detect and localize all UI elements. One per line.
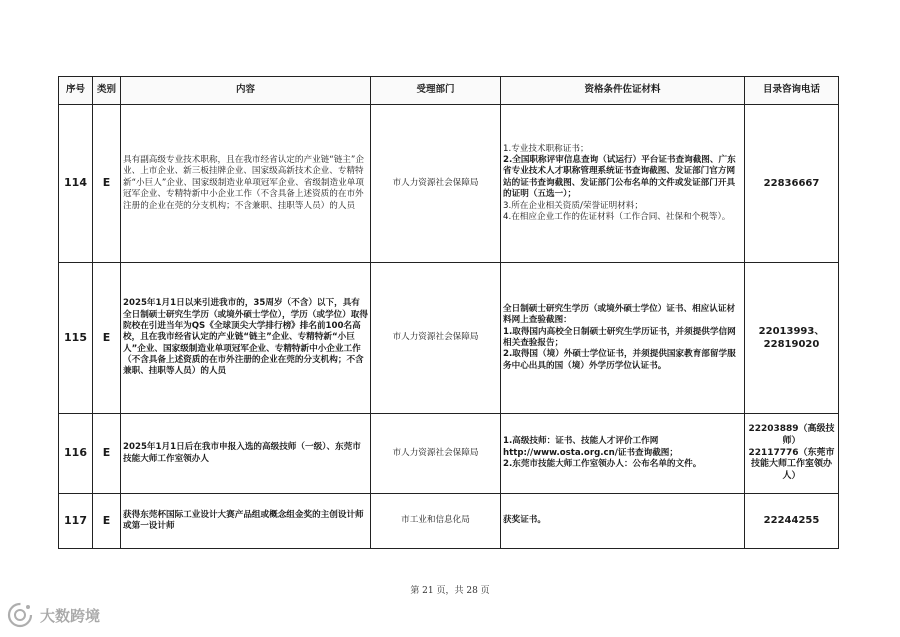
header-dept: 受理部门 bbox=[371, 77, 501, 105]
material-line: 1.高级技师：证书、技能人才评价工作网http://www.osta.org.cn/证书查询截图； bbox=[503, 436, 678, 458]
row-tel bbox=[745, 105, 839, 263]
material-line: 2.取得国（境）外硕士学位证书，并须提供国家教育部留学服务中心出具的国（境）外学历学位认证书。 bbox=[503, 349, 736, 371]
row-tel bbox=[745, 263, 839, 414]
table-row bbox=[59, 263, 839, 414]
tel-line: 22203889（高级技师） bbox=[748, 423, 835, 446]
row-num: 117 bbox=[59, 494, 93, 549]
material-line: 全日制硕士研究生学历（或境外硕士学位）证书、相应认证材料网上查验截图： bbox=[503, 303, 736, 326]
row-num: 116 bbox=[59, 414, 93, 494]
tel-line: 22244255 bbox=[763, 515, 820, 527]
row-materials bbox=[501, 414, 745, 494]
tel-line: 22117776（东莞市技能大师工作室领办人） bbox=[748, 447, 835, 482]
table-row bbox=[59, 494, 839, 549]
watermark-text: 大数跨境 bbox=[40, 606, 101, 625]
row-content bbox=[121, 105, 371, 263]
material-line: 获奖证书。 bbox=[503, 515, 546, 526]
row-content bbox=[121, 263, 371, 414]
row-content bbox=[121, 494, 371, 549]
row-content bbox=[121, 414, 371, 494]
row-category: E bbox=[93, 263, 121, 414]
row-category: E bbox=[93, 105, 121, 263]
material-line: 2.东莞市技能大师工作室领办人：公布名单的文件。 bbox=[503, 459, 702, 470]
row-dept: 市人力资源社会保障局 bbox=[371, 414, 501, 494]
page-footer: 第 21 页，共 28 页 bbox=[410, 586, 490, 596]
row-materials bbox=[501, 263, 745, 414]
row-materials bbox=[501, 494, 745, 549]
tel-line: 22836667 bbox=[763, 177, 820, 189]
row-dept: 市人力资源社会保障局 bbox=[371, 263, 501, 414]
header-tel: 目录咨询电话 bbox=[745, 77, 839, 105]
header-materials: 资格条件佐证材料 bbox=[501, 77, 745, 105]
row-materials bbox=[501, 105, 745, 263]
header-content: 内容 bbox=[121, 77, 371, 105]
row-dept: 市工业和信息化局 bbox=[371, 494, 501, 549]
row-content-text: 2025年1月1日后在我市申报入选的高级技师（一级）、东莞市技能大师工作室领办人 bbox=[123, 442, 361, 464]
tel-line: 22013993、 bbox=[758, 325, 825, 337]
row-content-text: 2025年1月1日以来引进我市的，35周岁（不含）以下，具有全日制硕士研究生学历（或境外硕士学位），学历（或学位）取得院校在引进当年为QS《全球顶尖大学排行榜》排名前100名高校，且在我市经省认定的产业链“链主”企业、专精特新“小巨人”企业、国家级制造业单项冠军企业、专精特新中小企业工作（不含具备上述资质的在市外注册的企业在莞的分支机构；不含兼职、挂职等人员）的人员 bbox=[123, 298, 368, 377]
table-header-row bbox=[59, 77, 839, 105]
material-line: 3.所在企业相关资质/荣誉证明材料； bbox=[503, 200, 644, 211]
watermark bbox=[6, 601, 100, 629]
qualification-table bbox=[58, 76, 839, 549]
row-tel bbox=[745, 414, 839, 494]
row-content-text: 具有副高级专业技术职称，且在我市经省认定的产业链“链主”企业、上市企业、新三板挂牌企业、国家级高新技术企业、专精特新“小巨人”企业、国家级制造业单项冠军企业、省级制造业单项冠军企业、专精特新中小企业工作（不含具备上述资质的在市外注册的企业在莞的分支机构；不含兼职、挂职等人员）的人员 bbox=[123, 155, 364, 211]
row-tel bbox=[745, 494, 839, 549]
row-dept: 市人力资源社会保障局 bbox=[371, 105, 501, 263]
row-category: E bbox=[93, 414, 121, 494]
row-num: 114 bbox=[59, 105, 93, 263]
table-row bbox=[59, 105, 839, 263]
header-num: 序号 bbox=[59, 77, 93, 105]
row-category: E bbox=[93, 494, 121, 549]
row-num: 115 bbox=[59, 263, 93, 414]
material-line: 2.全国职称评审信息查询（试运行）平台证书查询截图、广东省专业技术人才职称管理系统证书查询截图、发证部门官方网站的证书查询截图、发证部门公布名单的文件或发证部门开具的证明（五选一）； bbox=[503, 155, 736, 200]
row-content-text: 获得东莞杯国际工业设计大赛产品组或概念组金奖的主创设计师或第一设计师 bbox=[123, 509, 364, 531]
header-category: 类别 bbox=[93, 77, 121, 105]
material-line: 1.专业技术职称证书； bbox=[503, 143, 589, 154]
tel-line: 22819020 bbox=[763, 339, 820, 350]
material-line: 1.取得国内高校全日制硕士研究生学历证书，并须提供学信网相关查验报告； bbox=[503, 326, 736, 348]
table-row bbox=[59, 414, 839, 494]
material-line: 4.在相应企业工作的佐证材料（工作合同、社保和个税等）。 bbox=[503, 211, 731, 222]
brand-logo-icon bbox=[6, 601, 34, 629]
